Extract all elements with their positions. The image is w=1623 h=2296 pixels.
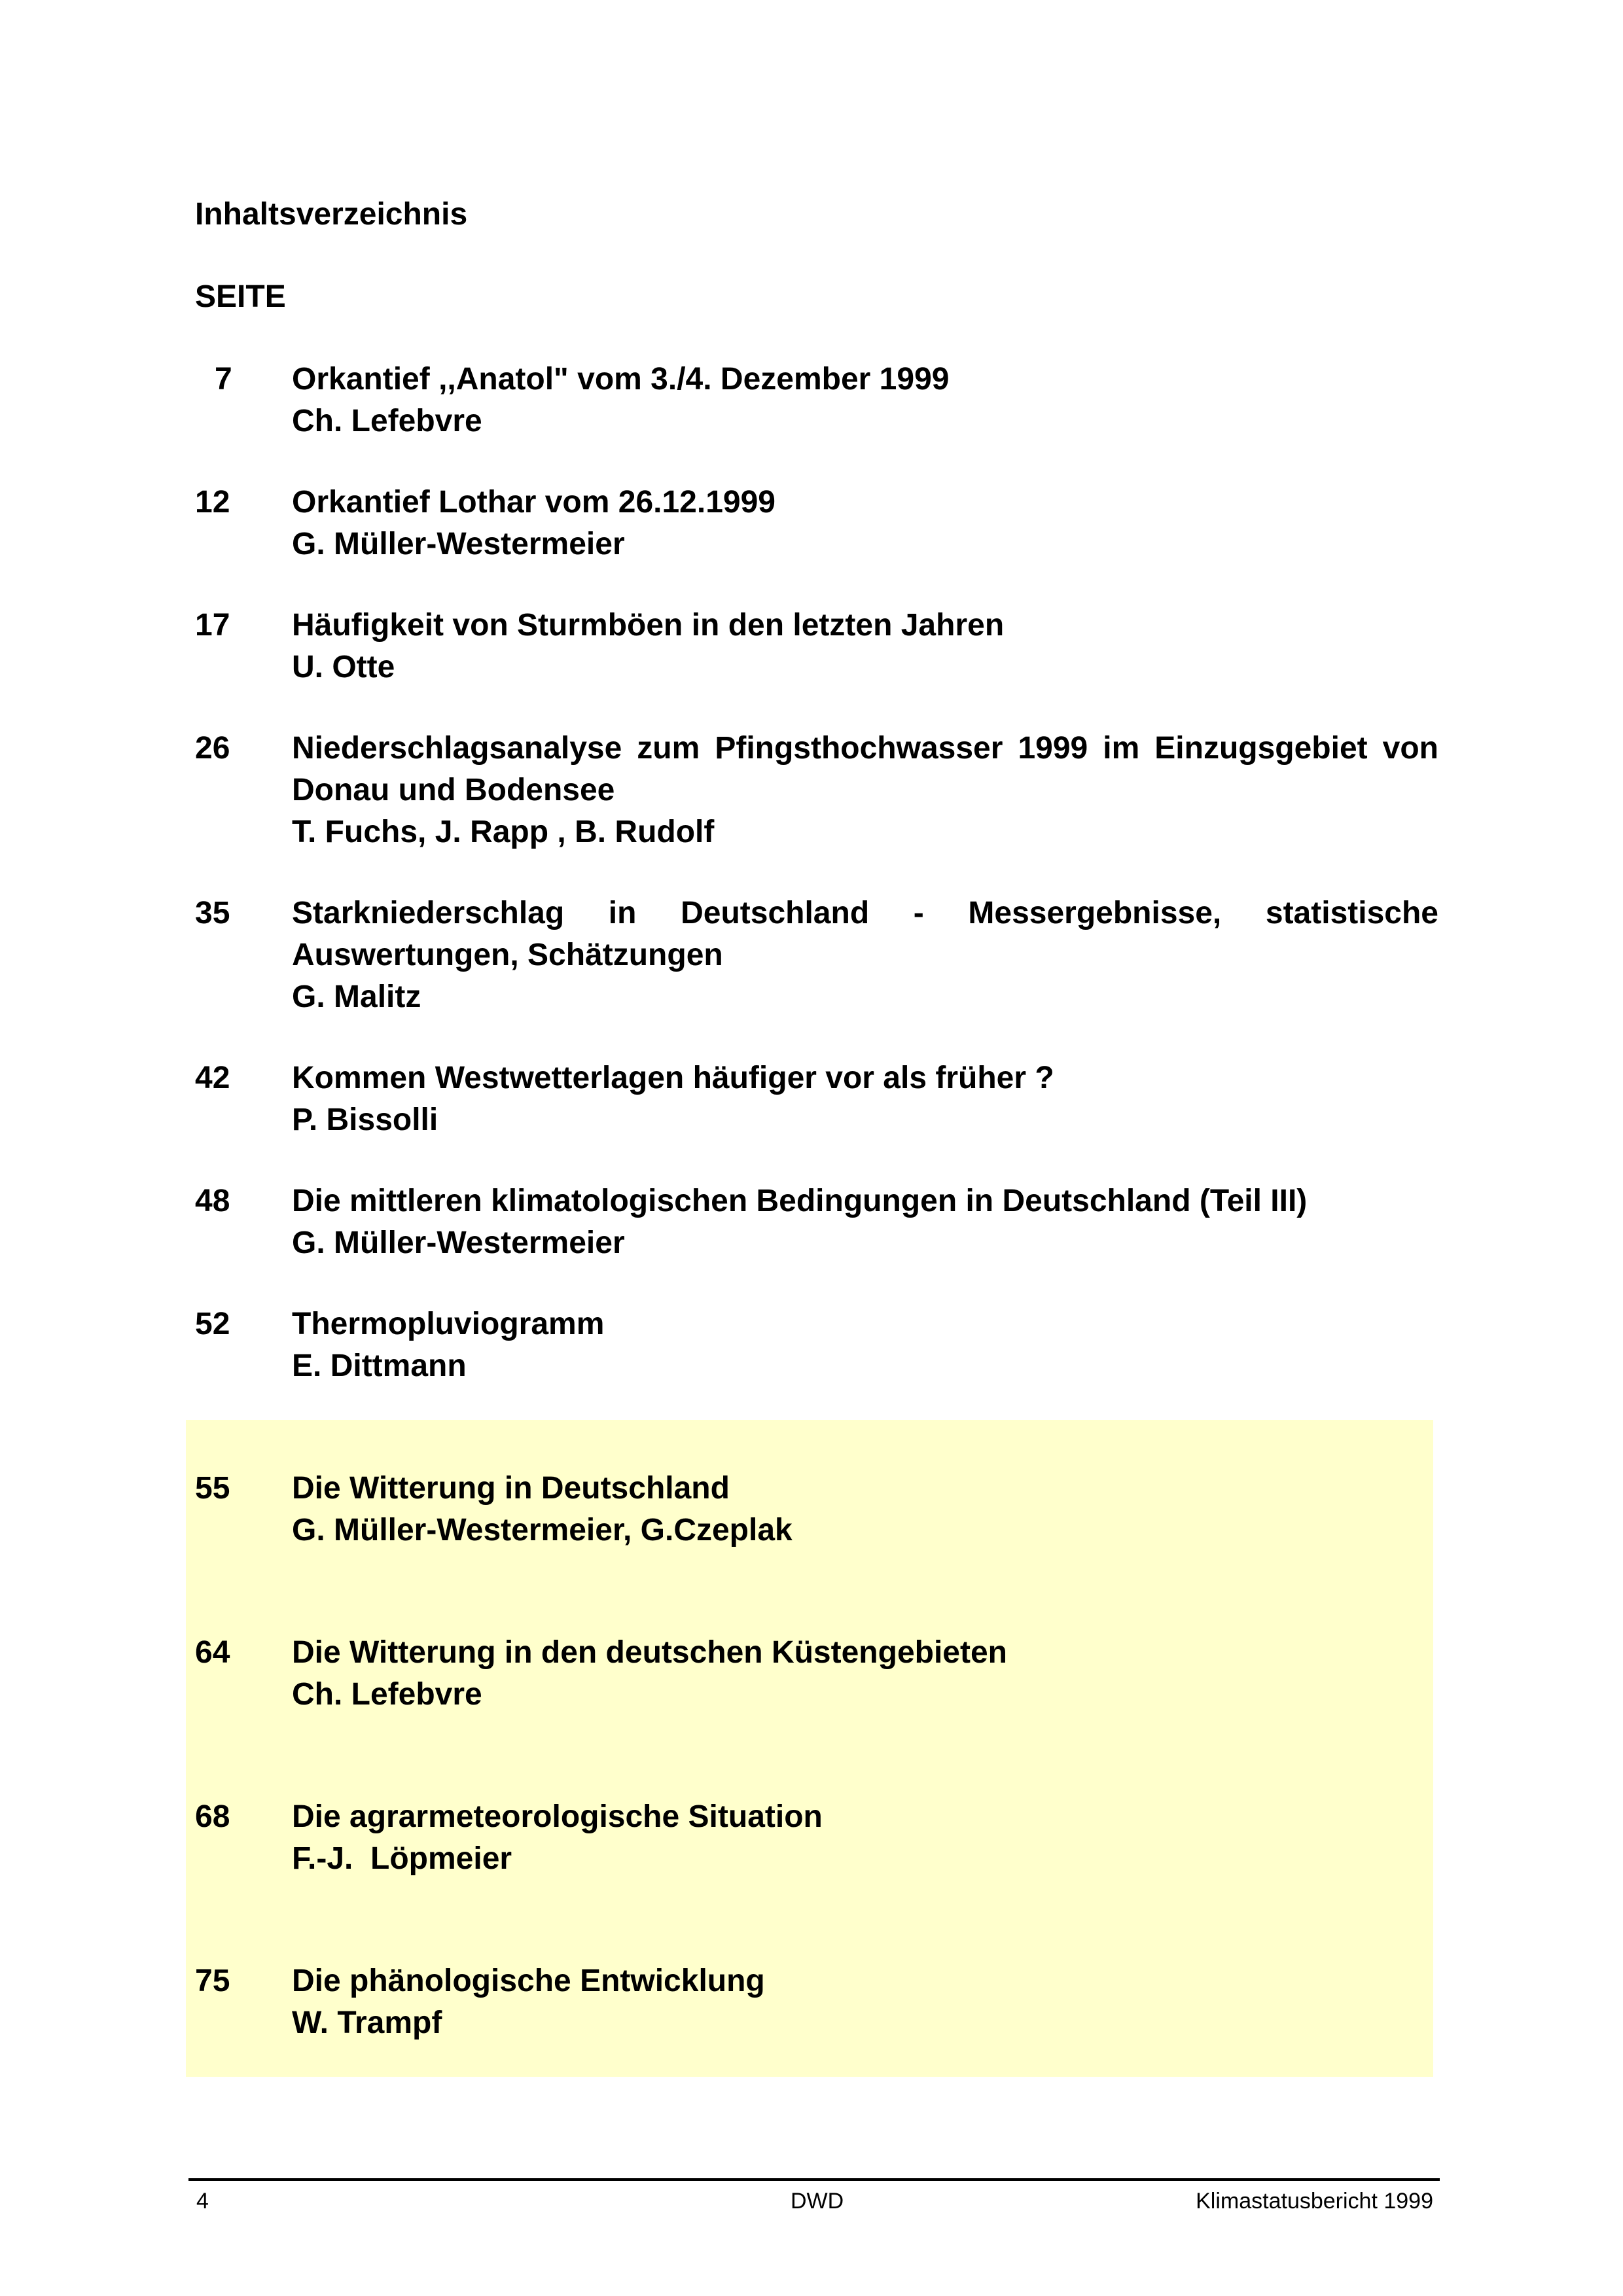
toc-entry-body xyxy=(292,482,1438,565)
toc-entry-title: Die Witterung in den deutschen Küstengebieten xyxy=(292,1635,1007,1670)
toc-page-number: 17 xyxy=(195,608,230,643)
toc-entry-author: P. Bissolli xyxy=(292,1103,438,1137)
toc-entry-title: Die agrarmeteorologische Situation xyxy=(292,1799,823,1834)
toc-page-number: 35 xyxy=(195,896,230,930)
toc-page-number: 52 xyxy=(195,1307,230,1341)
toc-entry-author: Ch. Lefebvre xyxy=(292,404,482,438)
toc-entry-body xyxy=(292,1180,1438,1264)
toc-page-number: 68 xyxy=(195,1799,230,1834)
toc-entry-title: Orkantief Lothar vom 26.12.1999 xyxy=(292,485,776,520)
toc-entry-author: G. Müller-Westermeier xyxy=(292,527,625,561)
toc-entry-body xyxy=(292,1960,1438,2044)
toc-entry-author: E. Dittmann xyxy=(292,1349,467,1383)
footer-page-number: 4 xyxy=(196,2189,209,2214)
toc-entry-author: F.-J. Löpmeier xyxy=(292,1841,512,1876)
toc-entry-author: U. Otte xyxy=(292,650,395,684)
toc-entry-body xyxy=(292,1303,1438,1387)
toc-page-number: 48 xyxy=(195,1184,230,1218)
toc-entry-title: Starkniederschlag in Deutschland - Messergebnisse, statistische Auswertungen, Schätzungen xyxy=(292,896,1438,972)
toc-entry-author: W. Trampf xyxy=(292,2005,442,2040)
footer-report-title: Klimastatusbericht 1999 xyxy=(1196,2189,1433,2214)
toc-entry-author: Ch. Lefebvre xyxy=(292,1677,482,1712)
toc-entry-title: Kommen Westwetterlagen häufiger vor als früher ? xyxy=(292,1061,1054,1095)
toc-entry-title: Die Witterung in Deutschland xyxy=(292,1471,730,1506)
toc-entry-body xyxy=(292,728,1438,853)
toc-entry-author: G. Müller-Westermeier xyxy=(292,1226,625,1260)
toc-entry-body xyxy=(292,1796,1438,1880)
footer-divider xyxy=(188,2178,1440,2181)
toc-page-number: 26 xyxy=(195,731,230,766)
toc-entry-title: Die phänologische Entwicklung xyxy=(292,1964,765,1998)
toc-entry-author: G. Müller-Westermeier, G.Czeplak xyxy=(292,1513,793,1547)
toc-entry-body xyxy=(292,892,1438,1018)
footer-publisher: DWD xyxy=(791,2189,844,2214)
toc-entry-author: G. Malitz xyxy=(292,980,421,1014)
toc-entry-body xyxy=(292,1468,1438,1551)
toc-entry-title: Orkantief ,,Anatol" vom 3./4. Dezember 1999 xyxy=(292,362,950,397)
toc-page-number: 75 xyxy=(195,1964,230,1998)
toc-entry-body xyxy=(292,359,1438,442)
toc-page-number: 64 xyxy=(195,1635,230,1670)
toc-page-number: 55 xyxy=(195,1471,230,1506)
toc-page-number: 7 xyxy=(215,362,232,397)
toc-entry-body xyxy=(292,1057,1438,1141)
toc-heading: Inhaltsverzeichnis xyxy=(195,197,468,232)
toc-entry-author: T. Fuchs, J. Rapp , B. Rudolf xyxy=(292,815,715,849)
toc-entry-body xyxy=(292,605,1438,688)
toc-page-number: 42 xyxy=(195,1061,230,1095)
toc-entry-title: Die mittleren klimatologischen Bedingungen in Deutschland (Teil III) xyxy=(292,1184,1308,1218)
toc-entry-body xyxy=(292,1632,1438,1716)
toc-entry-title: Niederschlagsanalyse zum Pfingsthochwasser 1999 im Einzugsgebiet von Donau und Bodensee xyxy=(292,731,1438,807)
toc-page-number: 12 xyxy=(195,485,230,520)
toc-entry-title: Häufigkeit von Sturmböen in den letzten Jahren xyxy=(292,608,1005,643)
page-column-label: SEITE xyxy=(195,279,286,314)
toc-entry-title: Thermopluviogramm xyxy=(292,1307,605,1341)
